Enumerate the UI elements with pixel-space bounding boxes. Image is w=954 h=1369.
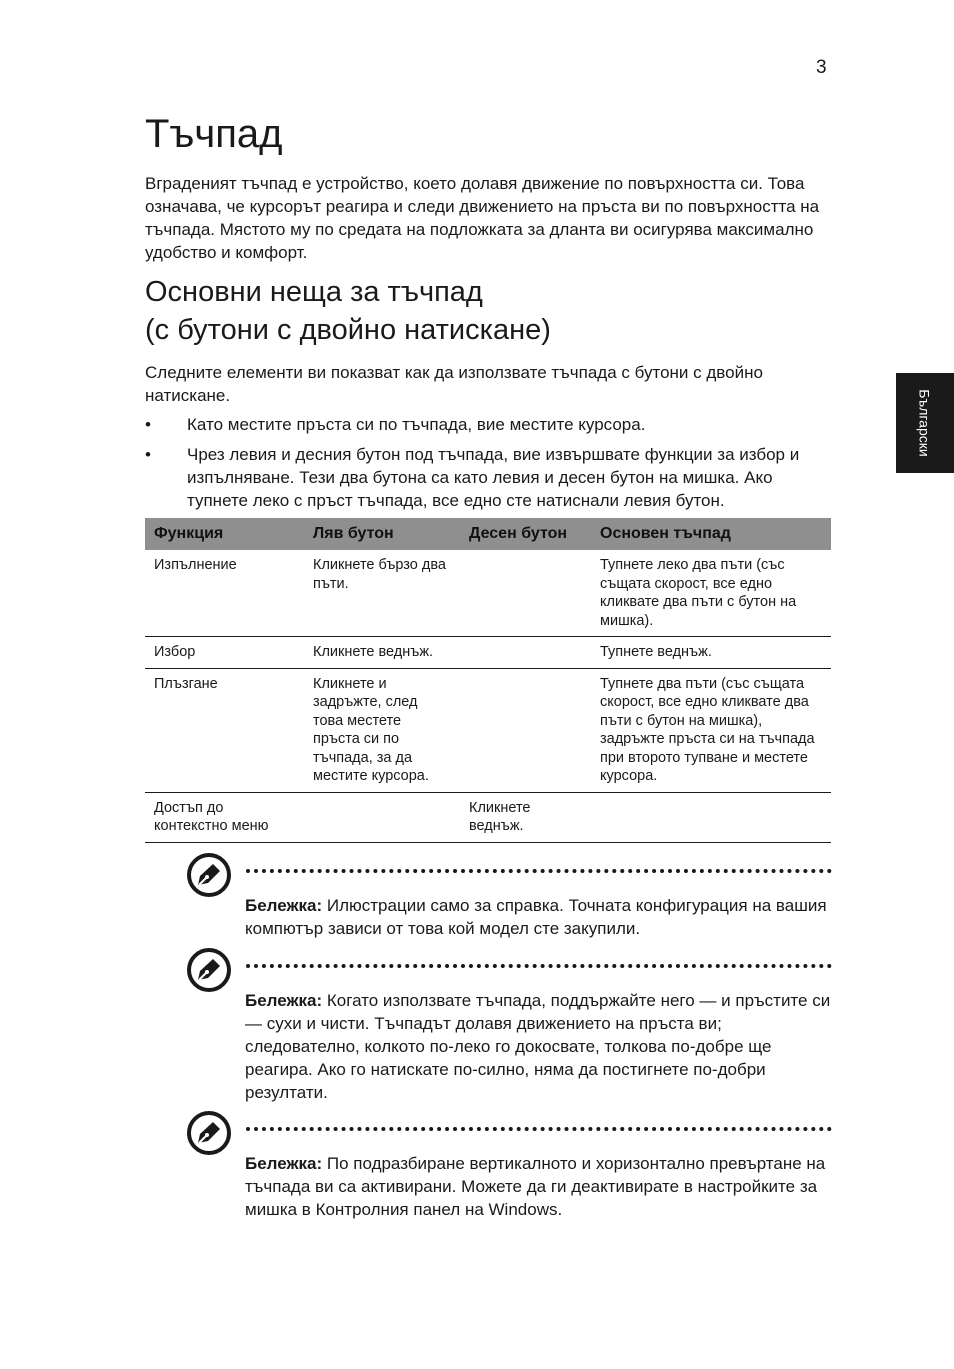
table-cell: Достъп до контекстно меню [145, 792, 304, 842]
language-side-tab-label: Български [917, 389, 933, 457]
header-left-button: Ляв бутон [304, 518, 460, 550]
language-side-tab [896, 373, 954, 473]
intro-paragraph: Вградeният тъчпад е устройство, което долавя движение по повърхността си. Това означава, че курсорът реагира и следи движението на пръста ви по повърхността на тъчпада. Мястото му по средата на подложката за дланта ви осигурява максимално удобство и комфорт. [145, 174, 820, 262]
bullet-marker: • [145, 415, 151, 434]
note-pen-icon [186, 852, 232, 898]
bullet-item [145, 443, 835, 512]
touchpad-functions-table [145, 518, 831, 843]
section-title [145, 273, 551, 349]
note-label: Бележка: [245, 1154, 323, 1173]
bullet-item [145, 413, 835, 436]
table-cell [304, 792, 460, 842]
bullet-text: Чрез левия и десния бутон под тъчпада, вие извършвате функции за избор и изпълняване. Тези два бутона са като левия и десен бутон на мишка. Ако тупнете леко с пръст тъчпада, все едно сте натиснали левия бутон. [187, 445, 800, 510]
note-text [245, 1152, 835, 1221]
table-row [145, 668, 831, 792]
section-title-line-2: (с бутони с двойно натискане) [145, 314, 551, 346]
note-body: Илюстрации само за справка. Точната конфигурация на вашия компютър зависи от това кой модел сте закупили. [245, 896, 827, 938]
header-function: Функция [145, 518, 304, 550]
note-divider [246, 1127, 832, 1131]
header-right-button: Десен бутон [460, 518, 591, 550]
table-cell: Тупнете два пъти (със същата скорост, все едно кликвате два пъти с бутон на мишка), задръжте пръста си на тъчпада при второто тупване и местете курсора. [591, 668, 831, 792]
note-text [245, 989, 835, 1104]
table-cell [591, 792, 831, 842]
bullet-text: Като местите пръста си по тъчпада, вие местите курсора. [187, 415, 646, 434]
table-cell: Изпълнение [145, 550, 304, 637]
note-body: По подразбиране вертикалното и хоризонтално превъртане на тъчпада ви са активирани. Можете да ги деактивирате в настройките за мишка в Контролния панел на Windows. [245, 1154, 826, 1219]
table-row [145, 550, 831, 637]
note-pen-icon [186, 947, 232, 993]
bullet-list [145, 413, 835, 519]
table-cell: Кликнете и задръжте, след това местете пръста си по тъчпада, за да местите курсора. [304, 668, 460, 792]
table-cell: Плъзгане [145, 668, 304, 792]
page-title: Тъчпад [145, 112, 283, 156]
header-main-touchpad: Основен тъчпад [591, 518, 831, 550]
note-label: Бележка: [245, 896, 323, 915]
table-cell [460, 637, 591, 669]
table-cell [460, 550, 591, 637]
table-cell: Тупнете веднъж. [591, 637, 831, 669]
note-label: Бележка: [245, 991, 323, 1010]
table-row [145, 637, 831, 669]
table-cell: Избор [145, 637, 304, 669]
note-divider [246, 869, 832, 873]
table-cell [460, 668, 591, 792]
table-row [145, 792, 831, 842]
table-cell: Кликнете веднъж. [460, 792, 591, 842]
table-cell: Кликнете веднъж. [304, 637, 460, 669]
table-cell: Кликнете бързо два пъти. [304, 550, 460, 637]
note-text [245, 894, 835, 940]
page-number: 3 [816, 57, 827, 78]
table-cell: Тупнете леко два пъти (със същата скорост, все едно кликвате два пъти с бутон на мишка). [591, 550, 831, 637]
lead-paragraph: Следните елементи ви показват как да използвате тъчпада с бутони с двойно натискане. [145, 363, 763, 405]
note-divider [246, 964, 832, 968]
section-title-line-1: Основни неща за тъчпад [145, 276, 483, 308]
bullet-marker: • [145, 445, 151, 464]
note-pen-icon [186, 1110, 232, 1156]
table-header-row [145, 518, 831, 550]
note-body: Когато използвате тъчпада, поддържайте него — и пръстите си — сухи и чисти. Тъчпадът долавя движението на пръста ви; следователно, колкото по-леко го докосвате, толкова по-добре ще реагира. Ако го натискате по-силно, няма да постигнете по-добри резултати. [245, 991, 831, 1102]
